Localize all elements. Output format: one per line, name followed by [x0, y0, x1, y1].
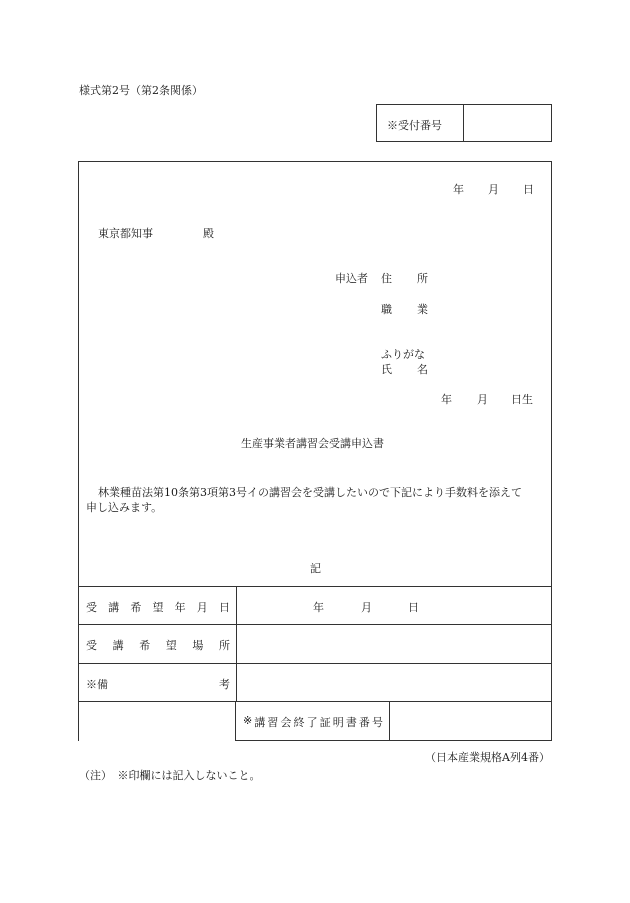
receipt-divider	[463, 105, 464, 141]
application-frame	[78, 161, 552, 741]
form-number: 様式第2号（第2条関係）	[79, 84, 203, 97]
certificate-label-char: 了	[306, 716, 318, 729]
name-label-char: 名	[417, 363, 428, 376]
name-label	[381, 361, 428, 377]
applicant-label: 申込者	[335, 272, 368, 285]
desired-place-label-char: 場	[192, 639, 204, 652]
desired-date-label-char: 望	[152, 601, 164, 614]
certificate-label-char: 証	[319, 716, 331, 729]
desired-date-label-char: 日	[218, 601, 230, 614]
remarks-label-left: ※備	[86, 678, 108, 691]
desired-place-label-char: 講	[112, 639, 124, 652]
certificate-label-char: 習	[267, 716, 279, 729]
desired-place-label	[86, 637, 230, 653]
desired-date-label-char: 月	[196, 601, 208, 614]
table-row-rule	[79, 663, 551, 664]
certificate-number-label	[243, 714, 383, 730]
table-column-rule	[236, 586, 237, 702]
desired-date-label-char: 受	[86, 601, 97, 614]
desired-place-label-char: 受	[86, 639, 97, 652]
birth-day: 日生	[511, 393, 533, 406]
certificate-label-char: 番	[358, 716, 370, 729]
honorific: 殿	[203, 227, 214, 240]
desired-place-label-char: 所	[218, 639, 230, 652]
desired-date-day: 日	[408, 601, 419, 614]
desired-place-label-char: 希	[139, 639, 151, 652]
certificate-label-char: 明	[332, 716, 344, 729]
certificate-label-char: 書	[345, 716, 357, 729]
addressee: 東京都知事	[98, 227, 153, 240]
document-title: 生産事業者講習会受講申込書	[241, 437, 384, 450]
receipt-number-label: ※受付番号	[387, 119, 442, 132]
occupation-label-char: 業	[417, 303, 428, 316]
table-top-rule	[79, 586, 551, 587]
desired-date-month: 月	[361, 601, 372, 614]
address-label	[381, 270, 428, 286]
paper-size-note: （日本産業規格A列4番）	[425, 751, 550, 764]
desired-date-label-char: 講	[108, 601, 120, 614]
address-label-char: 所	[417, 272, 428, 285]
certificate-label-char: 終	[293, 716, 305, 729]
desired-date-label-char: 年	[174, 601, 186, 614]
footnote: （注） ※印欄には記入しないこと。	[79, 769, 261, 782]
table-row-rule	[79, 624, 551, 625]
desired-date-label-char: 希	[130, 601, 142, 614]
desired-place-label-char: 望	[165, 639, 177, 652]
body-text-line2: 申し込みます。	[86, 501, 163, 514]
furigana-label: ふりがな	[381, 348, 425, 361]
occupation-label-char: 職	[381, 303, 392, 316]
name-label-char: 氏	[381, 363, 392, 376]
certificate-divider	[389, 702, 390, 740]
occupation-label	[381, 301, 428, 317]
certificate-number-box	[235, 701, 552, 741]
address-label-char: 住	[381, 272, 392, 285]
birth-month: 月	[477, 393, 488, 406]
certificate-label-char: ※	[243, 714, 253, 727]
date-year: 年	[453, 183, 464, 196]
desired-date-label	[86, 599, 230, 615]
certificate-label-char: 講	[254, 716, 266, 729]
birth-year: 年	[441, 393, 452, 406]
certificate-label-char: 会	[280, 716, 292, 729]
body-text-line1: 林業種苗法第10条第3項第3号イの講習会を受講したいので下記により手数料を添えて	[98, 486, 522, 499]
date-day: 日	[523, 183, 534, 196]
certificate-label-char: 号	[372, 716, 383, 729]
desired-date-year: 年	[313, 601, 324, 614]
ki-heading: 記	[310, 562, 321, 575]
date-month: 月	[488, 183, 499, 196]
receipt-number-box	[376, 104, 552, 142]
remarks-label-right: 考	[219, 678, 230, 691]
